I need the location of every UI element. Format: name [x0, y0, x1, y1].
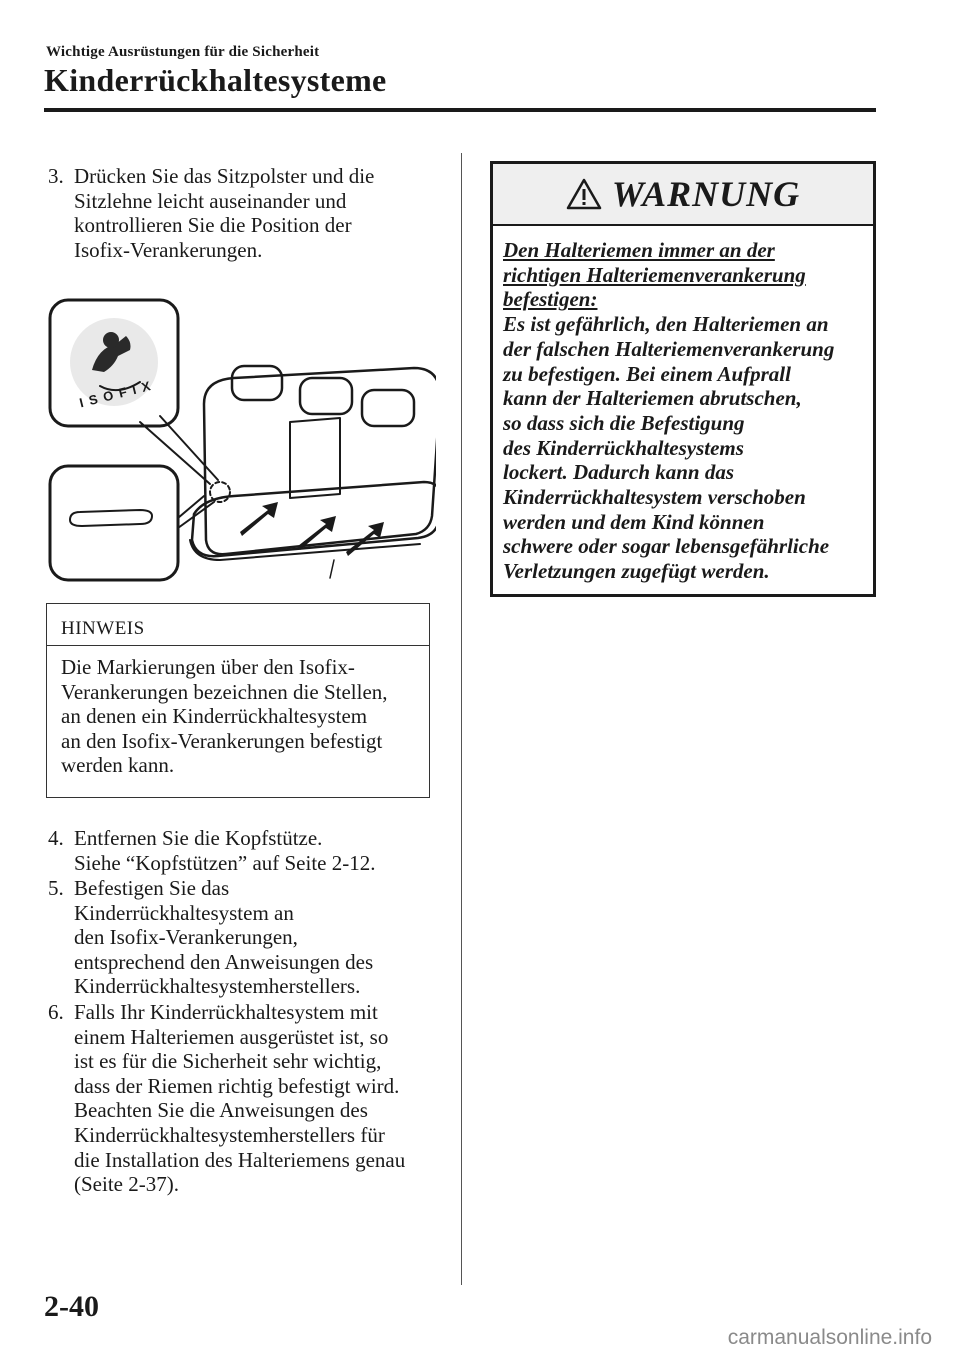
column-divider: [461, 153, 462, 1285]
page-number: 2-40: [44, 1290, 99, 1323]
arrow-icon: [240, 502, 278, 536]
note-heading: HINWEIS: [47, 604, 429, 646]
note-text: Die Markierungen über den Isofix- Verankerungen bezeichnen die Stellen, an denen ein Kinderrückhaltesystem an den Isofix-Verankerungen befestigt werden kann.: [61, 655, 388, 778]
warning-header: [493, 164, 873, 226]
step-number: 5.: [48, 876, 64, 900]
warning-triangle-icon: [566, 178, 602, 210]
isofix-logo-text: ISOFIX: [77, 376, 158, 411]
step-3: [48, 164, 443, 262]
anchor-hook-callout: [50, 466, 178, 580]
step-5: [48, 876, 443, 999]
watermark: carmanualsonline.info: [727, 1326, 932, 1349]
step-number: 3.: [48, 164, 64, 188]
step-text: Falls Ihr Kinderrückhaltesystem mit einem Halteriemen ausgerüstet ist, so ist es für die Sicherheit sehr wichtig, dass der Riemen richtig befestigt wird. Beachten Sie die Anweisungen des Kinderrückhaltesystemherstellers für die Installation des Halteriemens genau (Seite 2-37).: [74, 1000, 406, 1197]
title-rule: [44, 108, 876, 112]
isofix-seat-figure: [44, 292, 436, 586]
note-box: [46, 603, 430, 798]
warning-text: Es ist gefährlich, den Halteriemen an der falschen Halteriemenverankerung zu befestigen. Bei einem Aufprall kann der Halteriemen abrutschen, so dass sich die Befestigung des Kinderrückhaltesystems lockert. Dadurch kann das Kinderrückhaltesystem verschoben werden und dem Kind können schwere oder sogar lebensgefährliche Verletzungen zugefügt werden.: [503, 312, 835, 584]
section-label: Wichtige Ausrüstungen für die Sicherheit: [46, 44, 320, 60]
page-title: Kinderrückhaltesysteme: [44, 62, 387, 98]
step-number: 6.: [48, 1000, 64, 1024]
warning-lead: Den Halteriemen immer an der richtigen Halteriemenverankerung befestigen:: [503, 238, 806, 312]
step-4: [48, 826, 443, 875]
warning-box: [490, 161, 876, 597]
warning-heading: WARNUNG: [611, 174, 801, 214]
step-text: Befestigen Sie das Kinderrückhaltesystem an den Isofix-Verankerungen, entsprechend den Anweisungen des Kinderrückhaltesystemherstellers.: [74, 876, 374, 999]
step-text: Drücken Sie das Sitzpolster und die Sitzlehne leicht auseinander und kontrollieren Sie die Position der Isofix-Verankerungen.: [74, 164, 375, 262]
step-6: [48, 1000, 443, 1197]
isofix-logo-icon: [50, 300, 178, 426]
step-number: 4.: [48, 826, 64, 850]
step-text: Entfernen Sie die Kopfstütze. Siehe “Kopfstützen” auf Seite 2-12.: [74, 826, 376, 875]
rear-seat-illustration: [190, 366, 436, 578]
